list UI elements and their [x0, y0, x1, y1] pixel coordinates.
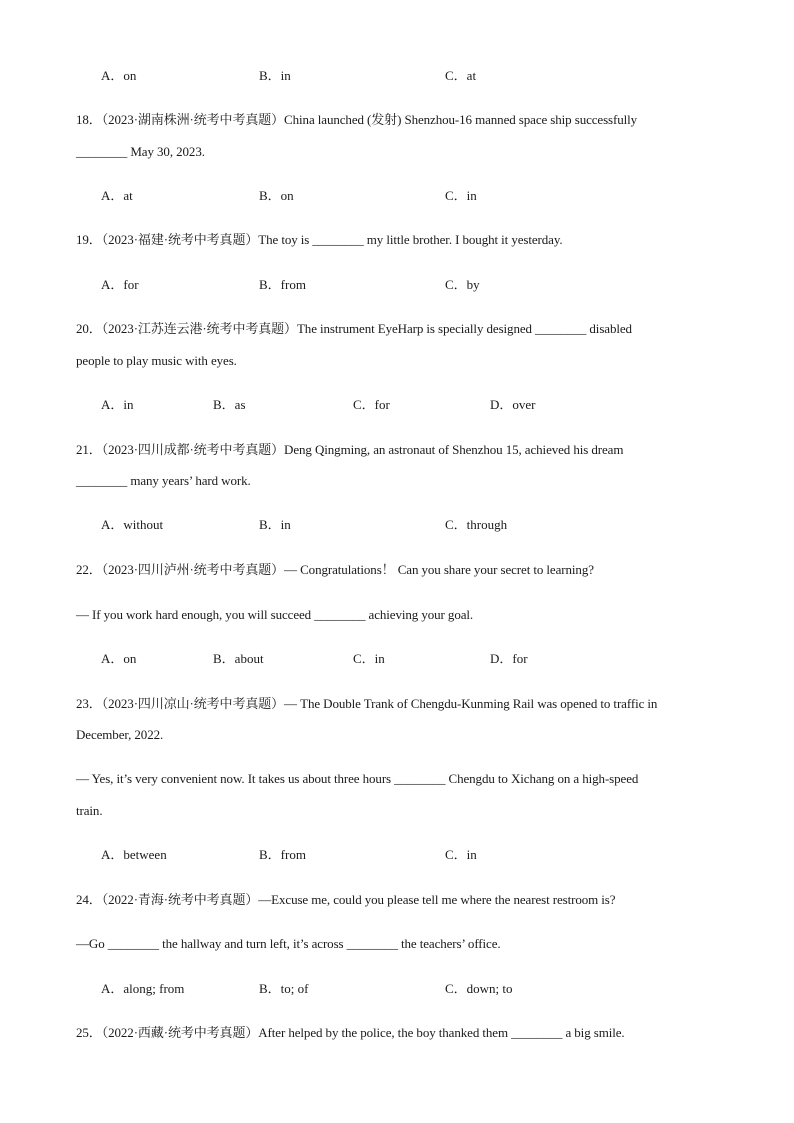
- q19-option-c[interactable]: C．by: [445, 277, 480, 292]
- q23-stem-line2: December, 2022.: [76, 727, 164, 742]
- q20-option-b[interactable]: B．as: [213, 397, 246, 412]
- q17-option-b[interactable]: B．in: [259, 68, 291, 83]
- q17-options: [0, 67, 794, 85]
- q22-option-a[interactable]: A．on: [101, 651, 137, 666]
- q20-option-c[interactable]: C．for: [353, 397, 390, 412]
- q21-stem-line1: 21．（2023·四川成都·统考中考真题）Deng Qingming, an astronaut of Shenzhou 15, achieved his dream: [76, 442, 624, 457]
- q23-stem-line4: train.: [76, 803, 103, 818]
- q21-option-c[interactable]: C．through: [445, 517, 508, 532]
- q21-option-b[interactable]: B．in: [259, 517, 291, 532]
- q24-options: [0, 980, 794, 998]
- q19-stem-line1: 19．（2023·福建·统考中考真题）The toy is ________ my little brother. I bought it yesterday.: [76, 232, 563, 247]
- q23-options: [0, 846, 794, 864]
- q18-options: [0, 187, 794, 205]
- q21-stem-line2: ________ many years’ hard work.: [76, 473, 251, 488]
- q20-stem-line1: 20．（2023·江苏连云港·统考中考真题）The instrument EyeHarp is specially designed ________ disabled: [76, 321, 632, 336]
- q18-option-a[interactable]: A．at: [101, 188, 133, 203]
- q19-option-b[interactable]: B．from: [259, 277, 306, 292]
- q22-option-b[interactable]: B．about: [213, 651, 264, 666]
- q21-option-a[interactable]: A．without: [101, 517, 164, 532]
- q22-option-d[interactable]: D．for: [490, 651, 528, 666]
- q18-stem-line2: ________ May 30, 2023.: [76, 144, 205, 159]
- q18-option-b[interactable]: B．on: [259, 188, 294, 203]
- q22-stem-line2: — If you work hard enough, you will succeed ________ achieving your goal.: [76, 607, 474, 622]
- q23-stem-line1: 23．（2023·四川凉山·统考中考真题）— The Double Trank of Chengdu-Kunming Rail was opened to traffic in: [76, 696, 658, 711]
- q22-options: [0, 650, 794, 668]
- q24-stem-line2: —Go ________ the hallway and turn left, it’s across ________ the teachers’ office.: [76, 936, 501, 951]
- q24-stem-line1: 24．（2022·青海·统考中考真题）—Excuse me, could you please tell me where the nearest restroom is?: [76, 892, 616, 907]
- q19-options: [0, 276, 794, 294]
- q25-stem-line1: 25．（2022·西藏·统考中考真题）After helped by the police, the boy thanked them ________ a big smile.: [76, 1025, 625, 1040]
- q17-option-a[interactable]: A．on: [101, 68, 137, 83]
- q20-option-a[interactable]: A．in: [101, 397, 134, 412]
- q20-options: [0, 396, 794, 414]
- q18-stem-line1: 18．（2023·湖南株洲·统考中考真题）China launched (发射) Shenzhou-16 manned space ship successfully: [76, 112, 638, 127]
- q22-option-c[interactable]: C．in: [353, 651, 385, 666]
- q20-option-d[interactable]: D．over: [490, 397, 536, 412]
- q18-option-c[interactable]: C．in: [445, 188, 477, 203]
- q21-options: [0, 516, 794, 534]
- q17-option-c[interactable]: C．at: [445, 68, 477, 83]
- q19-option-a[interactable]: A．for: [101, 277, 139, 292]
- q24-option-b[interactable]: B．to; of: [259, 981, 309, 996]
- q20-stem-line2: people to play music with eyes.: [76, 353, 237, 368]
- q23-stem-line3: — Yes, it’s very convenient now. It takes us about three hours ________ Chengdu to Xichang on a high-speed: [76, 771, 639, 786]
- q24-option-c[interactable]: C．down; to: [445, 981, 513, 996]
- q22-stem-line1: 22．（2023·四川泸州·统考中考真题）— Congratulations！ Can you share your secret to learning?: [76, 562, 594, 577]
- q23-option-c[interactable]: C．in: [445, 847, 477, 862]
- q23-option-a[interactable]: A．between: [101, 847, 167, 862]
- q24-option-a[interactable]: A．along; from: [101, 981, 185, 996]
- q23-option-b[interactable]: B．from: [259, 847, 306, 862]
